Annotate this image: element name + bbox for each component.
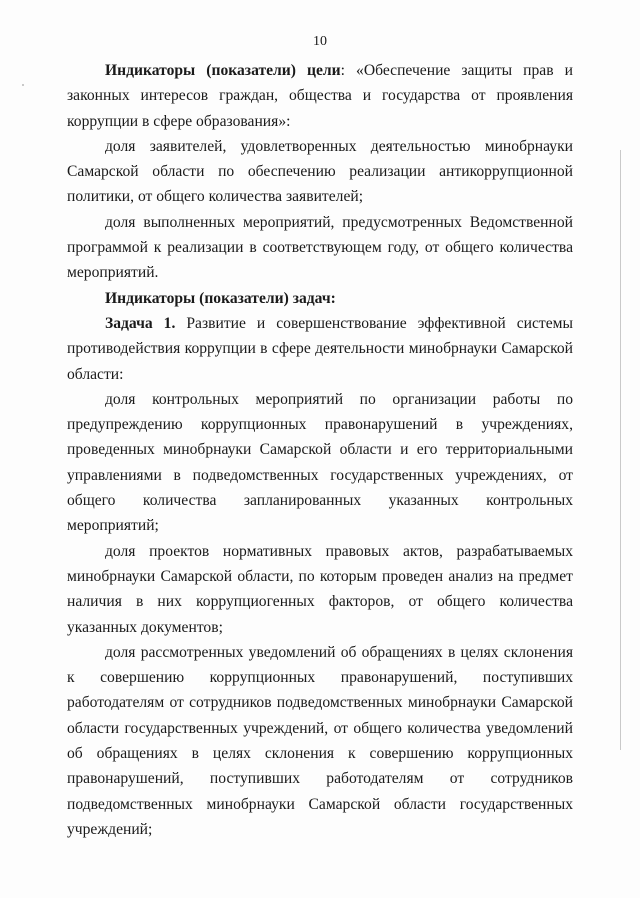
scan-artifact [22, 84, 24, 86]
paragraph-text: доля контрольных мероприятий по организации работы по предупреждению коррупционных правонарушений в учреждениях, проведенных минобрнауки Самарской области и его территориальными управлениями в подведомственных государственных учреждениях, от общего количества запланированных указанных контрольных мероприятий; [67, 390, 573, 535]
paragraph-completed-activities [67, 210, 573, 286]
paragraph-applicants-share [67, 134, 573, 210]
paragraph-draft-acts [67, 539, 573, 640]
paragraph-control-activities [67, 387, 573, 539]
paragraph-task-indicators-heading [67, 286, 573, 311]
paragraph-text: : «Обеспечение защиты прав и законных интересов граждан, общества и государства от проявления коррупции в сфере образования»: [67, 62, 573, 130]
paragraph-goal-indicators [67, 58, 573, 134]
page-number: 10 [313, 34, 327, 49]
paragraph-task-1 [67, 311, 573, 387]
scan-artifact [620, 150, 621, 750]
paragraph-notifications [67, 640, 573, 842]
paragraph-text: Развитие и совершенствование эффективной системы противодействия коррупции в сфере деятельности минобрнауки Самарской области: [67, 314, 573, 383]
paragraph-text: доля заявителей, удовлетворенных деятельностью минобрнауки Самарской области по обеспечению реализации антикоррупционной политики, от общего количества заявителей; [67, 137, 573, 206]
paragraph-lead: Индикаторы (показатели) задач: [105, 289, 336, 307]
paragraph-text: доля выполненных мероприятий, предусмотренных Ведомственной программой к реализации в соответствующем году, от общего количества мероприятий. [67, 213, 573, 282]
document-body [67, 58, 573, 842]
paragraph-lead: Задача 1. [105, 314, 176, 332]
paragraph-text: доля рассмотренных уведомлений об обращениях в целях склонения к совершению коррупционных правонарушений, поступивших работодателям от сотрудников подведомственных минобрнауки Самарской области государственных учреждений, от общего количества уведомлений об обращениях в целях склонения к совершению коррупционных правонарушений, поступивших работодателям от сотрудников подведомственных минобрнауки Самарской области государственных учреждений; [67, 643, 573, 838]
paragraph-lead: Индикаторы (показатели) цели [105, 62, 341, 79]
paragraph-text: доля проектов нормативных правовых актов, разрабатываемых минобрнауки Самарской области, по которым проведен анализ на предмет наличия в них коррупциогенных факторов, от общего количества указанных документов; [67, 542, 573, 636]
